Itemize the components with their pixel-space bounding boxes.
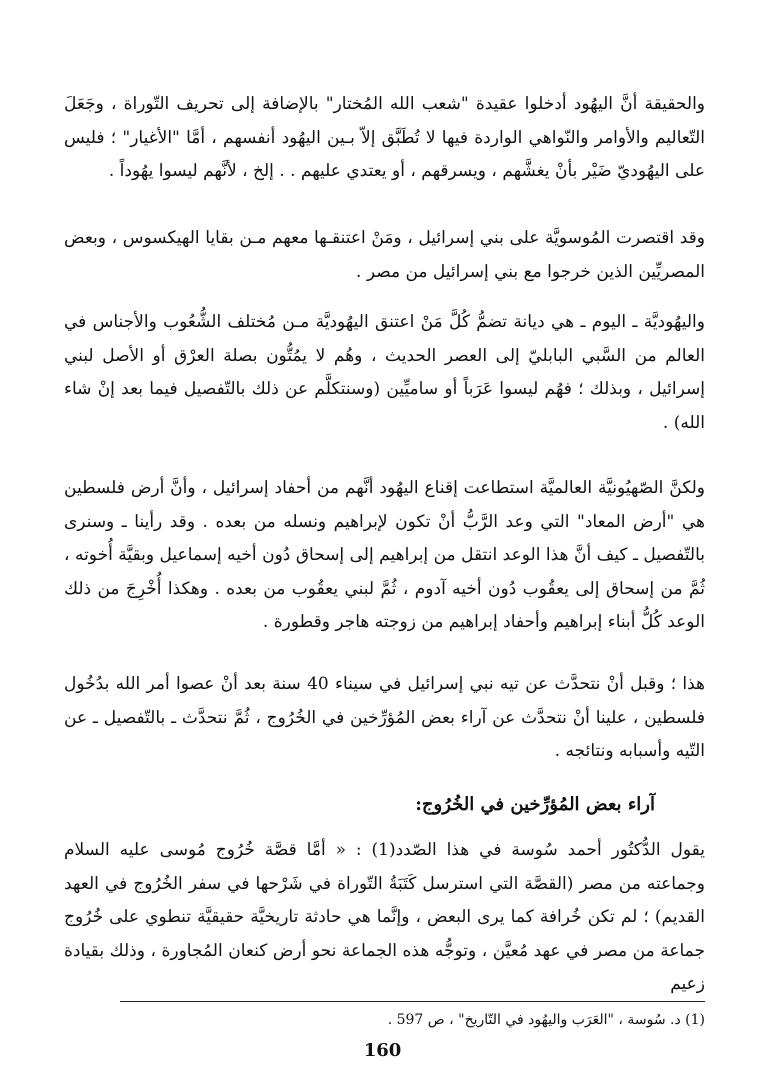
page-number: 160 bbox=[363, 1040, 402, 1061]
paragraph-wandering: هذا ؛ وقبل أنْ نتحدَّث عن تيه نبي إسرائيل في سيناء 40 سنة بعد أنْ عصوا أمر الله بدُخُول فلسطين ، علينا أنْ نتحدَّث عن آراء بعض المُؤرِّخين في الخُرُوج ، ثُمَّ نتحدَّث ـ بالتّفصيل ـ عن التّيه وأسبابه ونتائجه . bbox=[64, 674, 706, 761]
footnote-divider bbox=[120, 1001, 705, 1002]
paragraph-sousa-quote: يقول الدُّكتُور أحمد سُوسة في هذا الصّدد(1) : « أمَّا قصَّة خُرُوج مُوسى عليه السلام وجماعته من مصر (القصَّة التي استرسل كَتَبَةُ التّوراة في شَرْحها في سفر الخُرُوج في العهد القديم) ؛ لم تكن خُرافة كما يرى البعض ، وإنَّما هي حادثة تاريخيَّة حقيقيَّة تنطوي على خُرُوج جماعة من مصر في عهد مُعيَّن ، وتوجُّه هذه الجماعة نحو أرض كنعان المُجاورة ، وذلك بقيادة زعيم bbox=[64, 840, 705, 994]
paragraph-zionism: ولكنَّ الصّهيُونيَّة العالميَّة استطاعت إقناع اليهُود أنَّهم من أحفاد إسرائيل ، وأنَّ أرض فلسطين هي "أرض المعاد" التي وعد الرَّبُّ أنْ تكون لإبراهيم ونسله من بعده . وقد رأينا ـ وسنرى بالتّفصيل ـ كيف أنَّ هذا الوعد انتقل من إبراهيم إلى إسحاق دُون أخيه إسماعيل وبقيَّة أُخوته ، ثُمَّ من إسحاق إلى يعقُوب دُون أخيه آدوم ، ثُمَّ لبني يعقُوب من بعده . وهكذا أُخْرِجَ من ذلك الوعد كُلُّ أبناء إبراهيم وأحفاد إبراهيم من زوجته هاجر وقطورة . bbox=[64, 478, 705, 632]
footnote: (1) د. سُوسة ، "العَرَب واليهُود في التّاريخ" ، ص 597 . bbox=[387, 1012, 705, 1028]
paragraph-judaism-today: واليهُوديَّة ـ اليوم ـ هي ديانة تضمُّ كُلَّ مَنْ اعتنق اليهُوديَّة مـن مُختلف الشُّعُوب والأجناس في العالم من السَّبي البابليّ إلى العصر الحديث ، وهُم لا يمُتُّون بصلة العرْق أو الأصل لبني إسرائيل ، وبذلك ؛ فهُم ليسوا عَرَباً أو ساميِّين (وسنتكلَّم عن ذلك بالتّفصيل فيما بعد إنْ شاء الله) . bbox=[64, 312, 705, 433]
paragraph-mosaism: وقد اقتصرت المُوسويَّة على بني إسرائيل ، ومَنْ اعتنقـها معهم مـن بقايا الهيكسوس ، وبعض المصريِّين الذين خرجوا مع بني إسرائيل من مصر . bbox=[64, 228, 705, 282]
paragraph-jewish-doctrine: والحقيقة أنَّ اليهُود أدخلوا عقيدة "شعب الله المُختار" بالإضافة إلى تحريف التّوراة ، وجَعَلَ التّعاليم والأوامر والنّواهي الواردة فيها لا تُطَبَّق إلاّ بـين اليهُود أنفسهم ، أمَّا "الأغيار" ؛ فليس على اليهُوديّ ضَيْر بأنْ يغشَّهم ، ويسرقهم ، أو يعتدي عليهم . . إلخ ، لأنَّهم ليسوا يهُوداً . bbox=[64, 94, 705, 181]
section-heading: آراء بعض المُؤرِّخين في الخُرُوج: bbox=[415, 794, 655, 815]
